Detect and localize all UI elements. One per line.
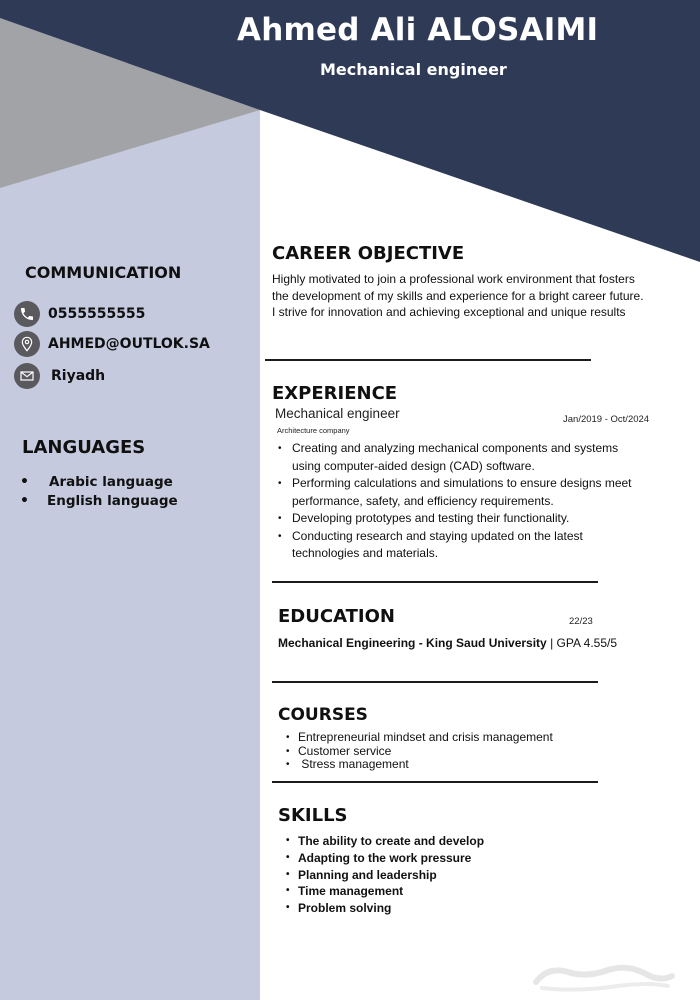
languages-heading: LANGUAGES xyxy=(22,437,146,458)
list-item: • Entrepreneurial mindset and crisis management xyxy=(272,731,642,745)
list-item: • Problem solving xyxy=(272,900,642,917)
list-item: • Performing calculations and simulations to ensure designs meet performance, safety, and efficiency requirements. xyxy=(272,475,644,510)
list-item: • English language xyxy=(20,492,178,509)
experience-role: Mechanical engineer xyxy=(275,406,400,421)
education-gpa: | GPA 4.55/5 xyxy=(546,636,618,650)
list-item: • Planning and leadership xyxy=(272,867,642,884)
phone-icon xyxy=(14,301,40,327)
communication-heading: COMMUNICATION xyxy=(25,263,182,282)
list-item: • Arabic language xyxy=(20,473,173,490)
city: Riyadh xyxy=(51,368,106,384)
experience-heading: EXPERIENCE xyxy=(272,383,398,404)
job-title: Mechanical engineer xyxy=(320,60,507,79)
divider xyxy=(272,581,598,583)
divider xyxy=(265,359,591,361)
education-detail xyxy=(278,636,617,650)
list-item: • The ability to create and develop xyxy=(272,833,642,850)
divider xyxy=(272,681,598,683)
career-objective-text: Highly motivated to join a professional work environment that fosters the development of my skills and experience for a bright career future. I strive for innovation and achieving exceptional and unique results xyxy=(272,272,644,319)
skills-heading: SKILLS xyxy=(278,805,348,826)
career-objective-heading: CAREER OBJECTIVE xyxy=(272,243,465,264)
education-heading: EDUCATION xyxy=(278,606,395,627)
candidate-name: Ahmed Ali ALOSAIMI xyxy=(237,12,599,48)
contact-city xyxy=(14,363,105,389)
list-item: • Developing prototypes and testing their functionality. xyxy=(272,510,644,528)
list-item: • Creating and analyzing mechanical components and systems using computer-aided design (CAD) software. xyxy=(272,440,644,475)
courses-heading: COURSES xyxy=(278,705,368,725)
education-year: 22/23 xyxy=(569,616,593,627)
education-degree: Mechanical Engineering - King Saud University xyxy=(278,636,547,650)
location-pin-icon xyxy=(14,331,40,357)
experience-dates: Jan/2019 - Oct/2024 xyxy=(563,414,650,425)
divider xyxy=(272,781,598,783)
skills-list xyxy=(272,833,642,917)
experience-company: Architecture company xyxy=(277,426,350,435)
courses-list xyxy=(272,731,642,772)
list-item: • Adapting to the work pressure xyxy=(272,850,642,867)
list-item: • Customer service xyxy=(272,745,642,759)
list-item: • Time management xyxy=(272,883,642,900)
list-item: • Conducting research and staying updated on the latest technologies and materials. xyxy=(272,528,644,563)
phone-number: 0555555555 xyxy=(48,306,146,322)
watermark-logo xyxy=(528,958,678,994)
languages-list xyxy=(20,472,178,510)
contact-phone xyxy=(14,301,145,327)
envelope-icon xyxy=(14,363,40,389)
experience-list xyxy=(272,440,644,563)
email-address: AHMED@OUTLOK.SA xyxy=(48,336,210,352)
contact-email xyxy=(14,331,210,357)
list-item: • Stress management xyxy=(272,758,642,772)
